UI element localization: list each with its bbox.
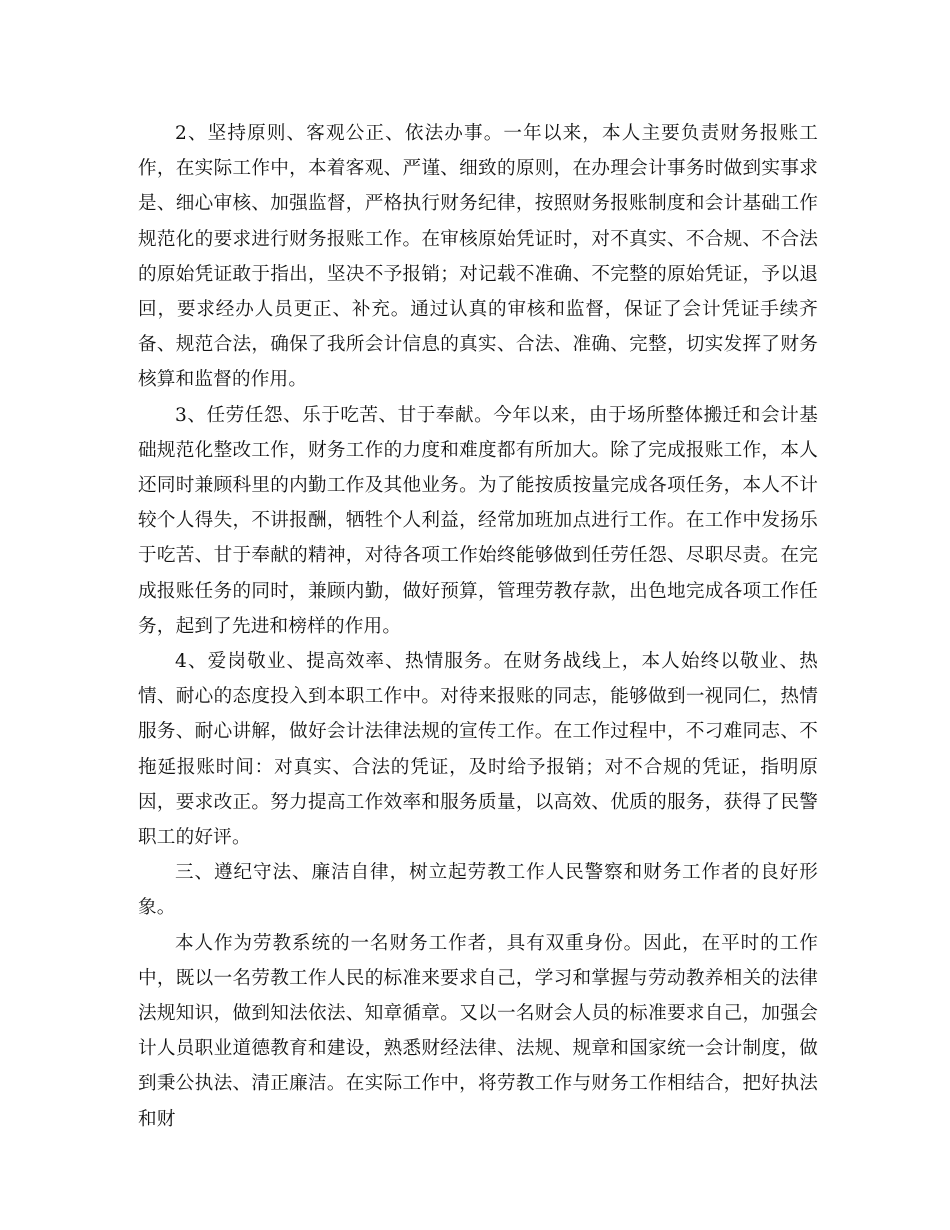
paragraph-item-2: 2、坚持原则、客观公正、依法办事。一年以来，本人主要负责财务报账工作，在实际工作中，本着客观、严谨、细致的原则，在办理会计事务时做到实事求是、细心审核、加强监督，严格执行财务纪律，按照财务报账制度和会计基础工作规范化的要求进行财务报账工作。在审核原始凭证时，对不真实、不合规、不合法的原始凭证敢于指出，坚决不予报销；对记载不准确、不完整的原始凭证，予以退回，要求经办人员更正、补充。通过认真的审核和监督，保证了会计凭证手续齐备、规范合法，确保了我所会计信息的真实、合法、准确、完整，切实发挥了财务核算和监督的作用。: [138, 123, 818, 391]
paragraph-section-3-body: 本人作为劳教系统的一名财务工作者，具有双重身份。因此，在平时的工作中，既以一名劳教工作人民的标准来要求自己，学习和掌握与劳动教养相关的法律法规知识，做到知法依法、知章循章。又以一名财会人员的标准要求自己，加强会计人员职业道德教育和建设，熟悉财经法律、法规、规章和国家统一会计制度，做到秉公执法、清正廉洁。在实际工作中，将劳教工作与财务工作相结合，把好执法和财: [138, 932, 818, 1130]
paragraph-item-3: 3、任劳任怨、乐于吃苦、甘于奉献。今年以来，由于场所整体搬迁和会计基础规范化整改工作，财务工作的力度和难度都有所加大。除了完成报账工作，本人还同时兼顾科里的内勤工作及其他业务。为了能按质按量完成各项任务，本人不计较个人得失，不讲报酬，牺牲个人利益，经常加班加点进行工作。在工作中发扬乐于吃苦、甘于奉献的精神，对待各项工作始终能够做到任劳任怨、尽职尽责。在完成报账任务的同时，兼顾内勤，做好预算，管理劳教存款，出色地完成各项工作任务，起到了先进和榜样的作用。: [138, 404, 818, 637]
section-heading-3: 三、遵纪守法、廉洁自律，树立起劳教工作人民警察和财务工作者的良好形象。: [138, 862, 818, 919]
document-body: [138, 116, 818, 1137]
paragraph-item-4: 4、爱岗敬业、提高效率、热情服务。在财务战线上，本人始终以敬业、热情、耐心的态度投入到本职工作中。对待来报账的同志，能够做到一视同仁，热情服务、耐心讲解，做好会计法律法规的宣传工作。在工作过程中，不刁难同志、不拖延报账时间：对真实、合法的凭证，及时给予报销；对不合规的凭证，指明原因，要求改正。努力提高工作效率和服务质量，以高效、优质的服务，获得了民警职工的好评。: [138, 651, 818, 849]
